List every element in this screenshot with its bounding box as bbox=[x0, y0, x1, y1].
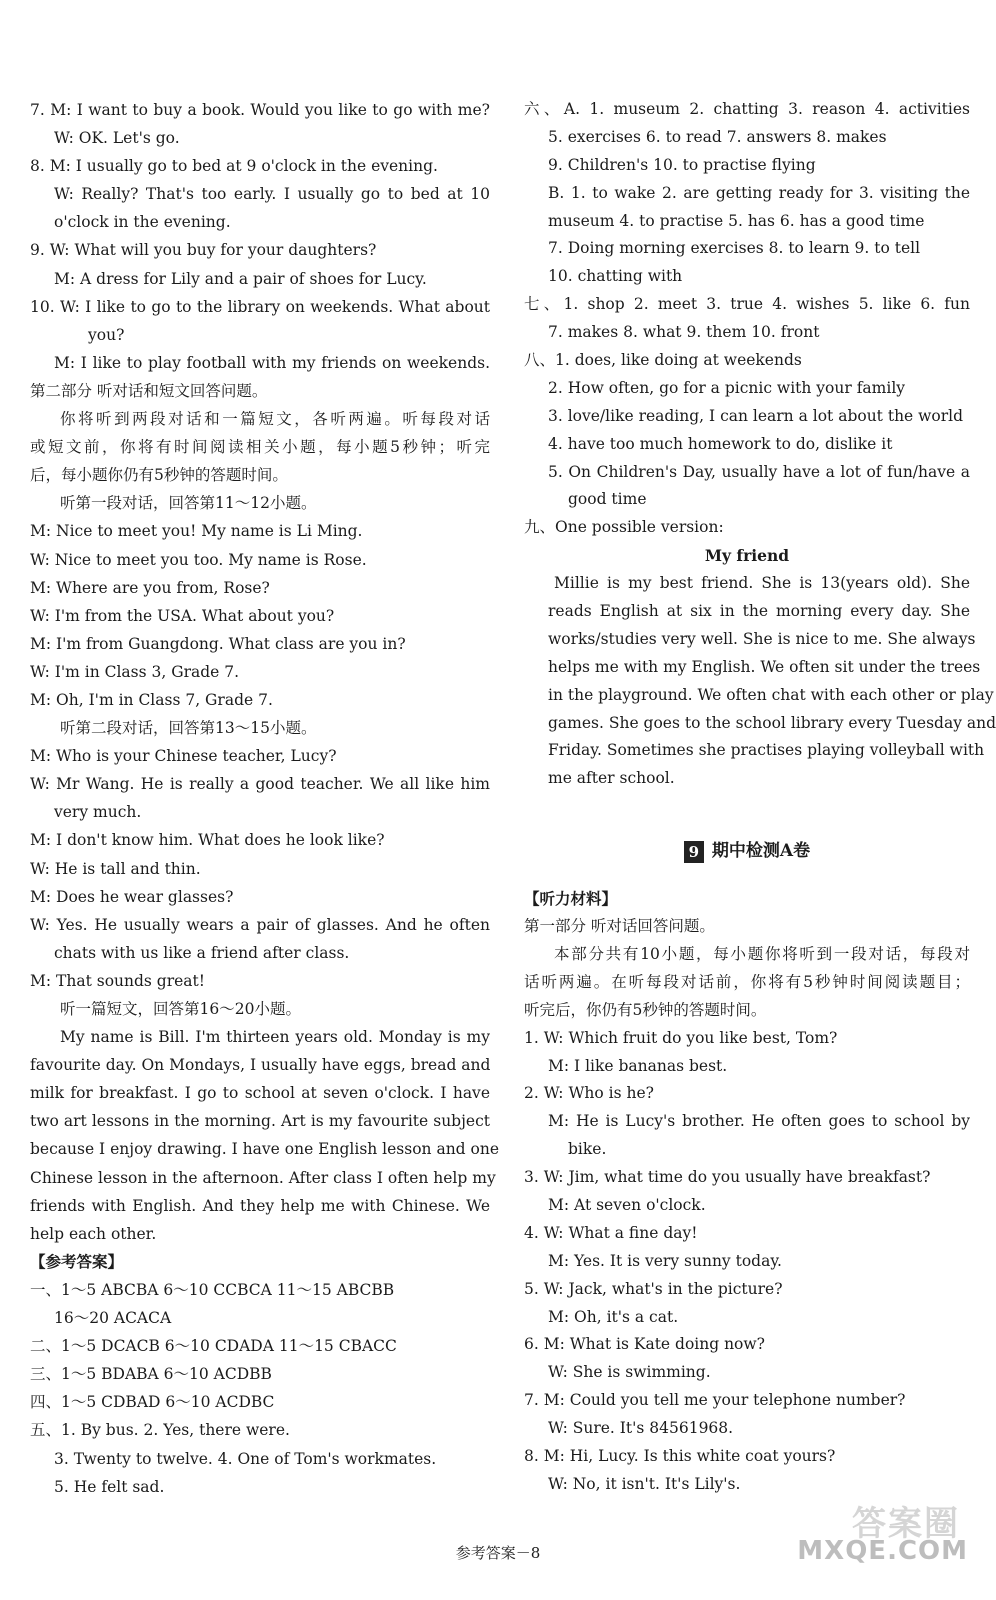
left-text-line: Chinese lesson in the afternoon. After class I often help my bbox=[30, 1168, 496, 1187]
left-text-line: 后，每小题你仍有5秒钟的答题时间。 bbox=[30, 466, 288, 485]
left-text-line: 3. Twenty to twelve. 4. One of Tom's workmates. bbox=[54, 1449, 437, 1468]
right-text-line: 8. M: Hi, Lucy. Is this white coat yours? bbox=[524, 1446, 836, 1465]
right-text-line: 【听力材料】 bbox=[524, 889, 618, 909]
left-text-line: chats with us like a friend after class. bbox=[54, 943, 350, 962]
left-text-line: you? bbox=[88, 325, 125, 344]
left-text-line: W: I'm in Class 3, Grade 7. bbox=[30, 662, 240, 681]
left-text-line: 10. W: I like to go to the library on weekends. What about bbox=[30, 297, 490, 316]
left-text-line: M: A dress for Lily and a pair of shoes for Lucy. bbox=[54, 269, 427, 288]
left-text-line: 你将听到两段对话和一篇短文，各听两遍。听每段对话 bbox=[60, 410, 490, 429]
left-text-line: 三、1～5 BDABA 6～10 ACDBB bbox=[30, 1365, 272, 1384]
left-text-line: 第二部分 听对话和短文回答问题。 bbox=[30, 381, 268, 400]
right-text-line: B. 1. to wake 2. are getting ready for 3. visiting the bbox=[548, 183, 970, 202]
left-text-line: W: I'm from the USA. What about you? bbox=[30, 606, 335, 625]
left-text-line: 【参考答案】 bbox=[30, 1251, 124, 1271]
left-text-line: W: He is tall and thin. bbox=[30, 859, 201, 878]
right-text-line: 5. W: Jack, what's in the picture? bbox=[524, 1279, 783, 1298]
right-text-line: reads English at six in the morning every day. She bbox=[548, 602, 970, 621]
left-text-line: W: Mr Wang. He is really a good teacher. We all like him bbox=[30, 775, 490, 794]
left-text-line: M: I like to play football with my friends on weekends. bbox=[54, 353, 490, 372]
left-text-line: 16～20 ACACA bbox=[54, 1309, 172, 1328]
left-text-line: 7. M: I want to buy a book. Would you like to go with me? bbox=[30, 101, 490, 119]
watermark-logo: 答案圈 bbox=[852, 1504, 960, 1544]
right-text-line: bike. bbox=[568, 1140, 607, 1159]
left-text-line: M: Who is your Chinese teacher, Lucy? bbox=[30, 747, 337, 766]
right-text-line: 八、1. does, like doing at weekends bbox=[524, 351, 802, 370]
watermark-url: MXQE.COM bbox=[797, 1536, 968, 1566]
right-text-line: 话听两遍。在听每段对话前，你将有5秒钟时间阅读题目； bbox=[524, 972, 970, 991]
right-text-line: 4. W: What a fine day! bbox=[524, 1223, 698, 1242]
left-text-line: milk for breakfast. I go to school at seven o'clock. I have bbox=[30, 1084, 490, 1103]
right-text-line: 5. exercises 6. to read 7. answers 8. makes bbox=[548, 127, 887, 146]
right-text-line: M: Oh, it's a cat. bbox=[548, 1307, 679, 1326]
left-text-line: 8. M: I usually go to bed at 9 o'clock in the evening. bbox=[30, 157, 438, 176]
left-text-line: W: Yes. He usually wears a pair of glasses. And he often bbox=[30, 915, 490, 934]
left-text-line: M: Oh, I'm in Class 7, Grade 7. bbox=[30, 690, 273, 709]
left-column bbox=[30, 96, 500, 1501]
right-text-line: 第一部分 听对话回答问题。 bbox=[524, 917, 715, 936]
left-text-line: M: I don't know him. What does he look like? bbox=[30, 831, 385, 850]
left-text-line: o'clock in the evening. bbox=[54, 213, 231, 232]
left-text-line: very much. bbox=[54, 803, 142, 822]
right-text-line: M: Yes. It is very sunny today. bbox=[548, 1251, 782, 1270]
left-text-line: help each other. bbox=[30, 1224, 157, 1243]
right-text-line: M: At seven o'clock. bbox=[548, 1195, 706, 1214]
left-text-line: 四、1～5 CDBAD 6～10 ACDBC bbox=[30, 1393, 275, 1412]
right-text-line: 3. love/like reading, I can learn a lot about the world bbox=[548, 406, 964, 425]
left-text-line: favourite day. On Mondays, I usually have eggs, bread and bbox=[30, 1056, 491, 1075]
right-text-line: 九、One possible version: bbox=[524, 518, 724, 537]
right-text-line: 六、A. 1. museum 2. chatting 3. reason 4. activities bbox=[524, 100, 970, 118]
section-heading bbox=[524, 831, 970, 871]
right-text-line: Millie is my best friend. She is 13(years old). She bbox=[554, 574, 970, 593]
right-text-line: 5. On Children's Day, usually have a lot of fun/have a bbox=[548, 462, 970, 481]
left-text-line: W: Really? That's too early. I usually go to bed at 10 bbox=[54, 185, 490, 204]
right-text-line: 6. M: What is Kate doing now? bbox=[524, 1335, 765, 1354]
right-text-line: 7. Doing morning exercises 8. to learn 9. to tell bbox=[548, 239, 921, 258]
right-text-line: W: She is swimming. bbox=[548, 1363, 711, 1382]
left-text-line: 听第一段对话，回答第11～12小题。 bbox=[60, 494, 317, 513]
left-text-line: friends with English. And they help me with Chinese. We bbox=[30, 1196, 490, 1215]
left-text-line: W: OK. Let's go. bbox=[54, 129, 180, 148]
left-text-line: W: Nice to meet you too. My name is Rose. bbox=[30, 550, 367, 569]
left-text-line: because I enjoy drawing. I have one English lesson and one bbox=[30, 1140, 500, 1159]
right-text-line: 3. W: Jim, what time do you usually have breakfast? bbox=[524, 1168, 931, 1187]
left-text-line: My name is Bill. I'm thirteen years old. Monday is my bbox=[60, 1028, 490, 1047]
right-text-line: 1. W: Which fruit do you like best, Tom? bbox=[524, 1028, 838, 1047]
left-text-line: M: I'm from Guangdong. What class are you in? bbox=[30, 634, 406, 653]
left-text-line: 9. W: What will you buy for your daughters? bbox=[30, 241, 377, 260]
right-text-line: helps me with my English. We often sit under the trees bbox=[548, 657, 981, 676]
right-text-line: 本部分共有10小题，每小题你将听到一段对话，每段对 bbox=[554, 944, 970, 963]
right-text-line: W: Sure. It's 84561968. bbox=[548, 1419, 734, 1438]
right-text-line: 听完后，你仍有5秒钟的答题时间。 bbox=[524, 1000, 767, 1019]
right-text-line: 7. M: Could you tell me your telephone number? bbox=[524, 1391, 906, 1410]
right-column bbox=[524, 96, 996, 1499]
left-text-line: 5. He felt sad. bbox=[54, 1477, 165, 1496]
right-text-line: 7. makes 8. what 9. them 10. front bbox=[548, 323, 820, 342]
left-text-line: 五、1. By bus. 2. Yes, there were. bbox=[30, 1421, 290, 1440]
right-text-line: 9. Children's 10. to practise flying bbox=[548, 155, 816, 174]
left-text-line: M: Where are you from, Rose? bbox=[30, 578, 270, 597]
right-text-line: me after school. bbox=[548, 769, 675, 788]
left-text-line: 二、1～5 DCACB 6～10 CDADA 11～15 CBACC bbox=[30, 1337, 397, 1356]
right-text-line: My friend bbox=[704, 546, 790, 566]
left-text-line: 听一篇短文，回答第16～20小题。 bbox=[60, 1000, 301, 1018]
left-text-line: M: That sounds great! bbox=[30, 971, 205, 990]
page-footer: 参考答案－8 bbox=[455, 1544, 541, 1562]
left-text-line: 一、1～5 ABCBA 6～10 CCBCA 11～15 ABCBB bbox=[30, 1280, 395, 1299]
right-text-line: in the playground. We often chat with each other or play bbox=[548, 685, 994, 704]
right-text-line: Friday. Sometimes she practises playing volleyball with bbox=[548, 741, 985, 760]
left-text-line: two art lessons in the morning. Art is my favourite subject bbox=[30, 1112, 490, 1131]
left-text-line: 听第二段对话，回答第13～15小题。 bbox=[60, 719, 317, 738]
right-text-line: 2. W: Who is he? bbox=[524, 1084, 654, 1103]
right-text-line bbox=[524, 793, 970, 821]
right-text-line: M: He is Lucy's brother. He often goes to school by bbox=[548, 1112, 970, 1131]
section-title: 期中检测A卷 bbox=[711, 841, 811, 862]
right-text-line: 4. have too much homework to do, dislike it bbox=[548, 434, 893, 453]
right-text-line: M: I like bananas best. bbox=[548, 1056, 728, 1075]
right-text-line: 2. How often, go for a picnic with your family bbox=[548, 378, 906, 397]
right-text-line: games. She goes to the school library every Tuesday and bbox=[548, 713, 996, 732]
right-text-line: W: No, it isn't. It's Lily's. bbox=[548, 1474, 741, 1493]
left-text-line: 或短文前，你将有时间阅读相关小题，每小题5秒钟；听完 bbox=[30, 438, 490, 457]
section-number-badge: 9 bbox=[684, 841, 704, 863]
right-text-line: museum 4. to practise 5. has 6. has a good time bbox=[548, 211, 925, 230]
left-text-line: M: Nice to meet you! My name is Li Ming. bbox=[30, 522, 363, 541]
right-text-line: works/studies very well. She is nice to me. She always bbox=[548, 629, 976, 648]
right-text-line: 10. chatting with bbox=[548, 267, 683, 286]
right-text-line: 七、1. shop 2. meet 3. true 4. wishes 5. like 6. fun bbox=[524, 295, 970, 314]
left-text-line: M: Does he wear glasses? bbox=[30, 887, 234, 906]
right-text-line: good time bbox=[568, 490, 647, 509]
